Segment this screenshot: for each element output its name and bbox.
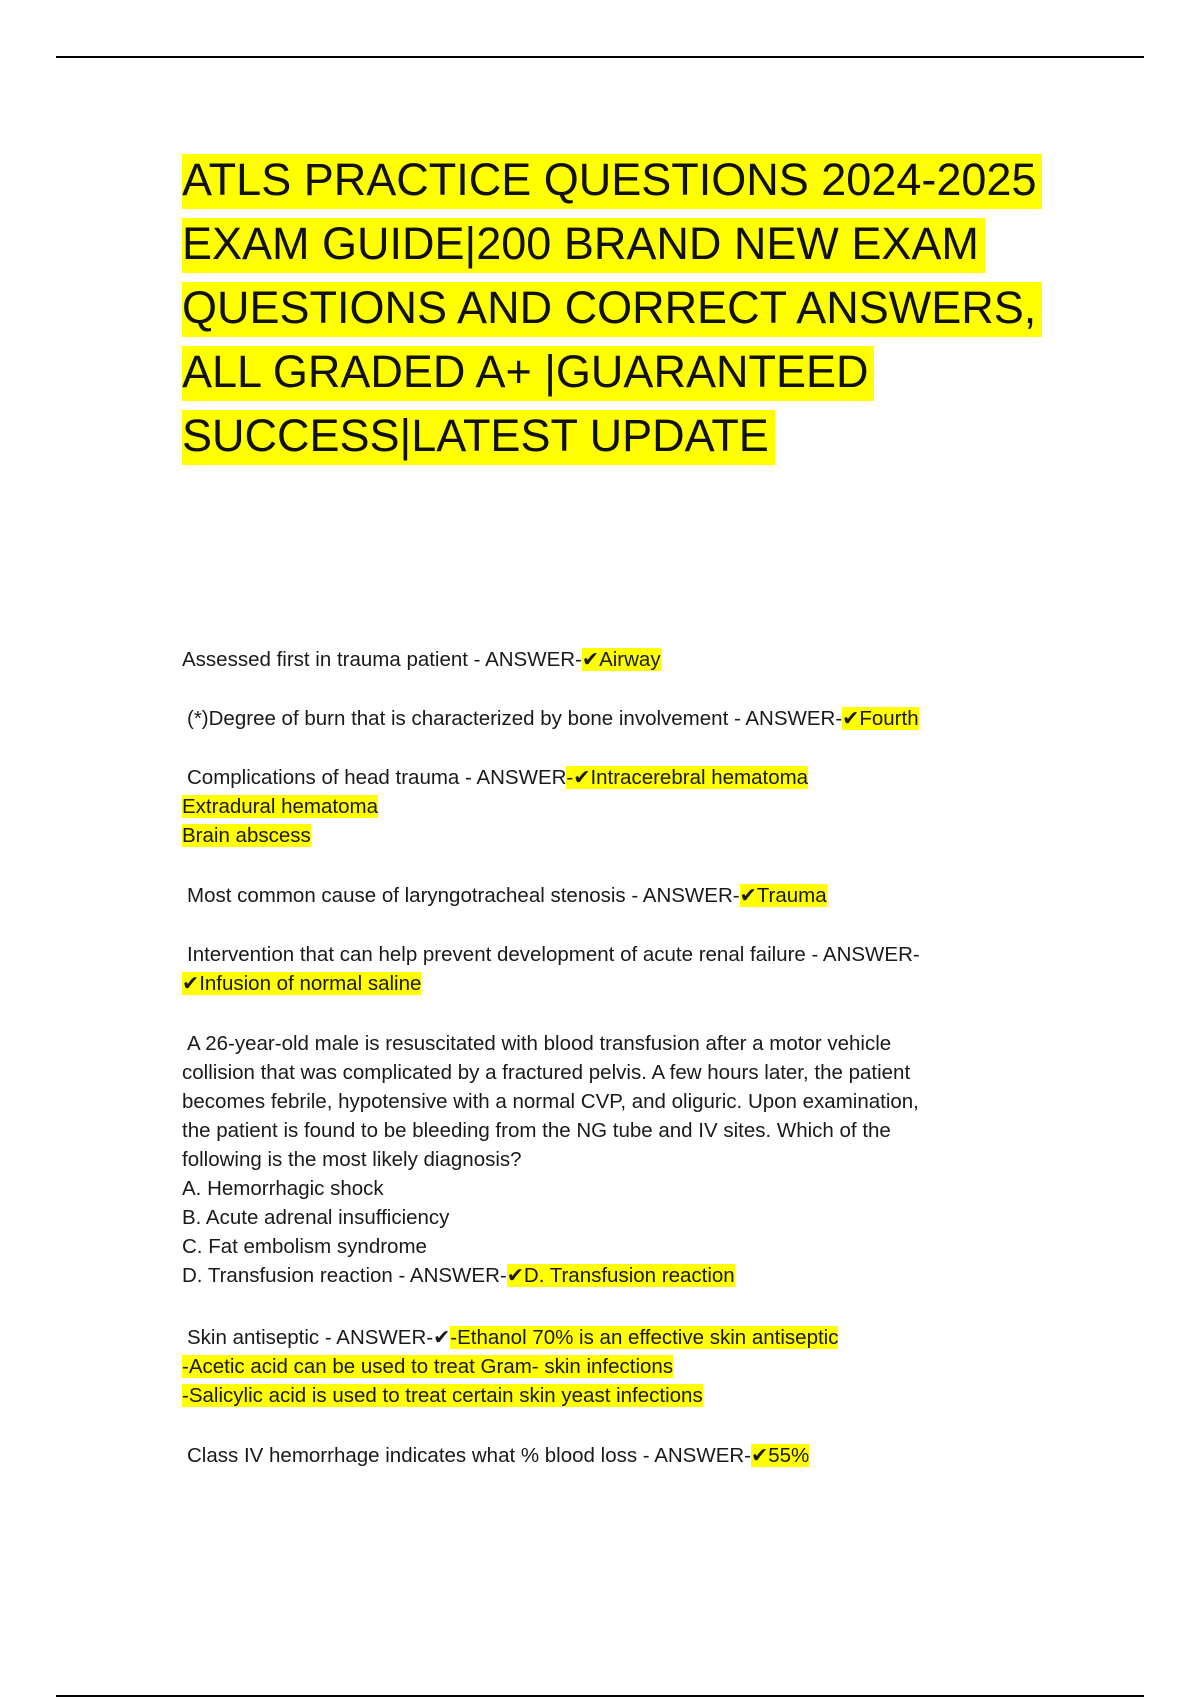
option-c: C. Fat embolism syndrome <box>182 1235 427 1258</box>
title-line: QUESTIONS AND CORRECT ANSWERS, <box>182 282 1042 337</box>
answer-highlight <box>182 972 421 995</box>
answer-text: Airway <box>599 648 661 671</box>
question-text: Intervention that can help prevent development of acute renal failure - <box>187 943 823 966</box>
answer-prefix: ANSWER- <box>642 884 740 907</box>
question-item: Complications of head trauma - ANSWER-✔Intracerebral hematoma Extradural hematoma Brain abscess <box>182 766 809 847</box>
question-line: the patient is found to be bleeding from the NG tube and IV sites. Which of the <box>182 1119 891 1142</box>
answer-highlight <box>507 1264 735 1287</box>
question-item <box>182 881 1027 910</box>
answer-highlight <box>740 884 827 907</box>
answer-text: Fourth <box>859 707 919 730</box>
answer-text: Infusion of normal saline <box>199 972 422 995</box>
check-mark-icon: ✔ <box>581 648 600 671</box>
answer-text: D. Transfusion reaction <box>523 1264 735 1287</box>
top-rule <box>56 56 1144 58</box>
question-text: Most common cause of laryngotracheal stenosis - <box>187 884 643 907</box>
question-text: Complications of head trauma - <box>187 766 477 789</box>
question-item <box>182 704 1027 733</box>
check-mark-icon: ✔ <box>751 1444 769 1467</box>
bottom-rule <box>56 1695 1144 1697</box>
question-text: Skin antiseptic - <box>187 1326 337 1349</box>
check-mark-icon: ✔ <box>182 972 200 995</box>
title-line: ALL GRADED A+ |GUARANTEED <box>182 346 874 401</box>
option-b: B. Acute adrenal insufficiency <box>182 1206 450 1229</box>
check-mark-icon: ✔ <box>433 1326 451 1349</box>
check-mark-icon: ✔ <box>842 707 860 730</box>
answer-highlight <box>582 648 661 671</box>
question-item <box>182 940 1022 998</box>
question-item <box>182 1323 1022 1410</box>
option-d: D. Transfusion reaction - <box>182 1264 410 1287</box>
answer-prefix: ANSWER- <box>654 1444 751 1467</box>
title-line: SUCCESS|LATEST UPDATE <box>182 410 775 465</box>
answer-prefix: ANSWER- <box>336 1326 434 1349</box>
answer-extra-line: Brain abscess <box>182 824 311 847</box>
answer-text: 55% <box>768 1444 810 1467</box>
question-line: becomes febrile, hypotensive with a normal CVP, and oliguric. Upon examination, <box>182 1090 919 1113</box>
title-line: EXAM GUIDE|200 BRAND NEW EXAM <box>182 218 985 273</box>
check-mark-icon: ✔ <box>739 884 757 907</box>
answer-highlight <box>751 1444 809 1467</box>
answer-highlight: -✔Intracerebral hematoma <box>566 766 809 789</box>
question-line: A 26-year-old male is resuscitated with blood transfusion after a motor vehicle <box>187 1032 892 1055</box>
answer-prefix: ANSWER- <box>822 943 920 966</box>
answer-prefix: ANSWER- <box>485 648 582 671</box>
question-text: Class IV hemorrhage indicates what % blood loss - <box>187 1444 655 1467</box>
question-item <box>182 1029 1022 1290</box>
check-mark-icon: ✔ <box>573 766 591 789</box>
answer-text: Trauma <box>756 884 827 907</box>
question-line: following is the most likely diagnosis? <box>182 1148 522 1171</box>
question-line: collision that was complicated by a fractured pelvis. A few hours later, the patient <box>182 1061 911 1084</box>
question-item <box>182 1441 1027 1470</box>
question-item <box>182 645 1022 674</box>
answer-text: Intracerebral hematoma <box>590 766 809 789</box>
answer-prefix: ANSWER- <box>409 1264 507 1287</box>
answer-extra-line: -Salicylic acid is used to treat certain skin yeast infections <box>182 1384 703 1407</box>
answer-prefix: ANSWER- <box>745 707 843 730</box>
answer-extra-line: -Acetic acid can be used to treat Gram- skin infections <box>182 1355 674 1378</box>
question-text: (*)Degree of burn that is characterized by bone involvement - <box>187 707 746 730</box>
answer-extra-line: Extradural hematoma <box>182 795 378 818</box>
document-title <box>182 148 1062 468</box>
question-text: Assessed first in trauma patient - <box>182 648 486 671</box>
answer-text: -Ethanol 70% is an effective skin antiseptic <box>450 1326 839 1349</box>
title-line: ATLS PRACTICE QUESTIONS 2024-2025 <box>182 154 1042 209</box>
option-a: A. Hemorrhagic shock <box>182 1177 384 1200</box>
answer-highlight <box>842 707 918 730</box>
check-mark-icon: ✔ <box>506 1264 524 1287</box>
